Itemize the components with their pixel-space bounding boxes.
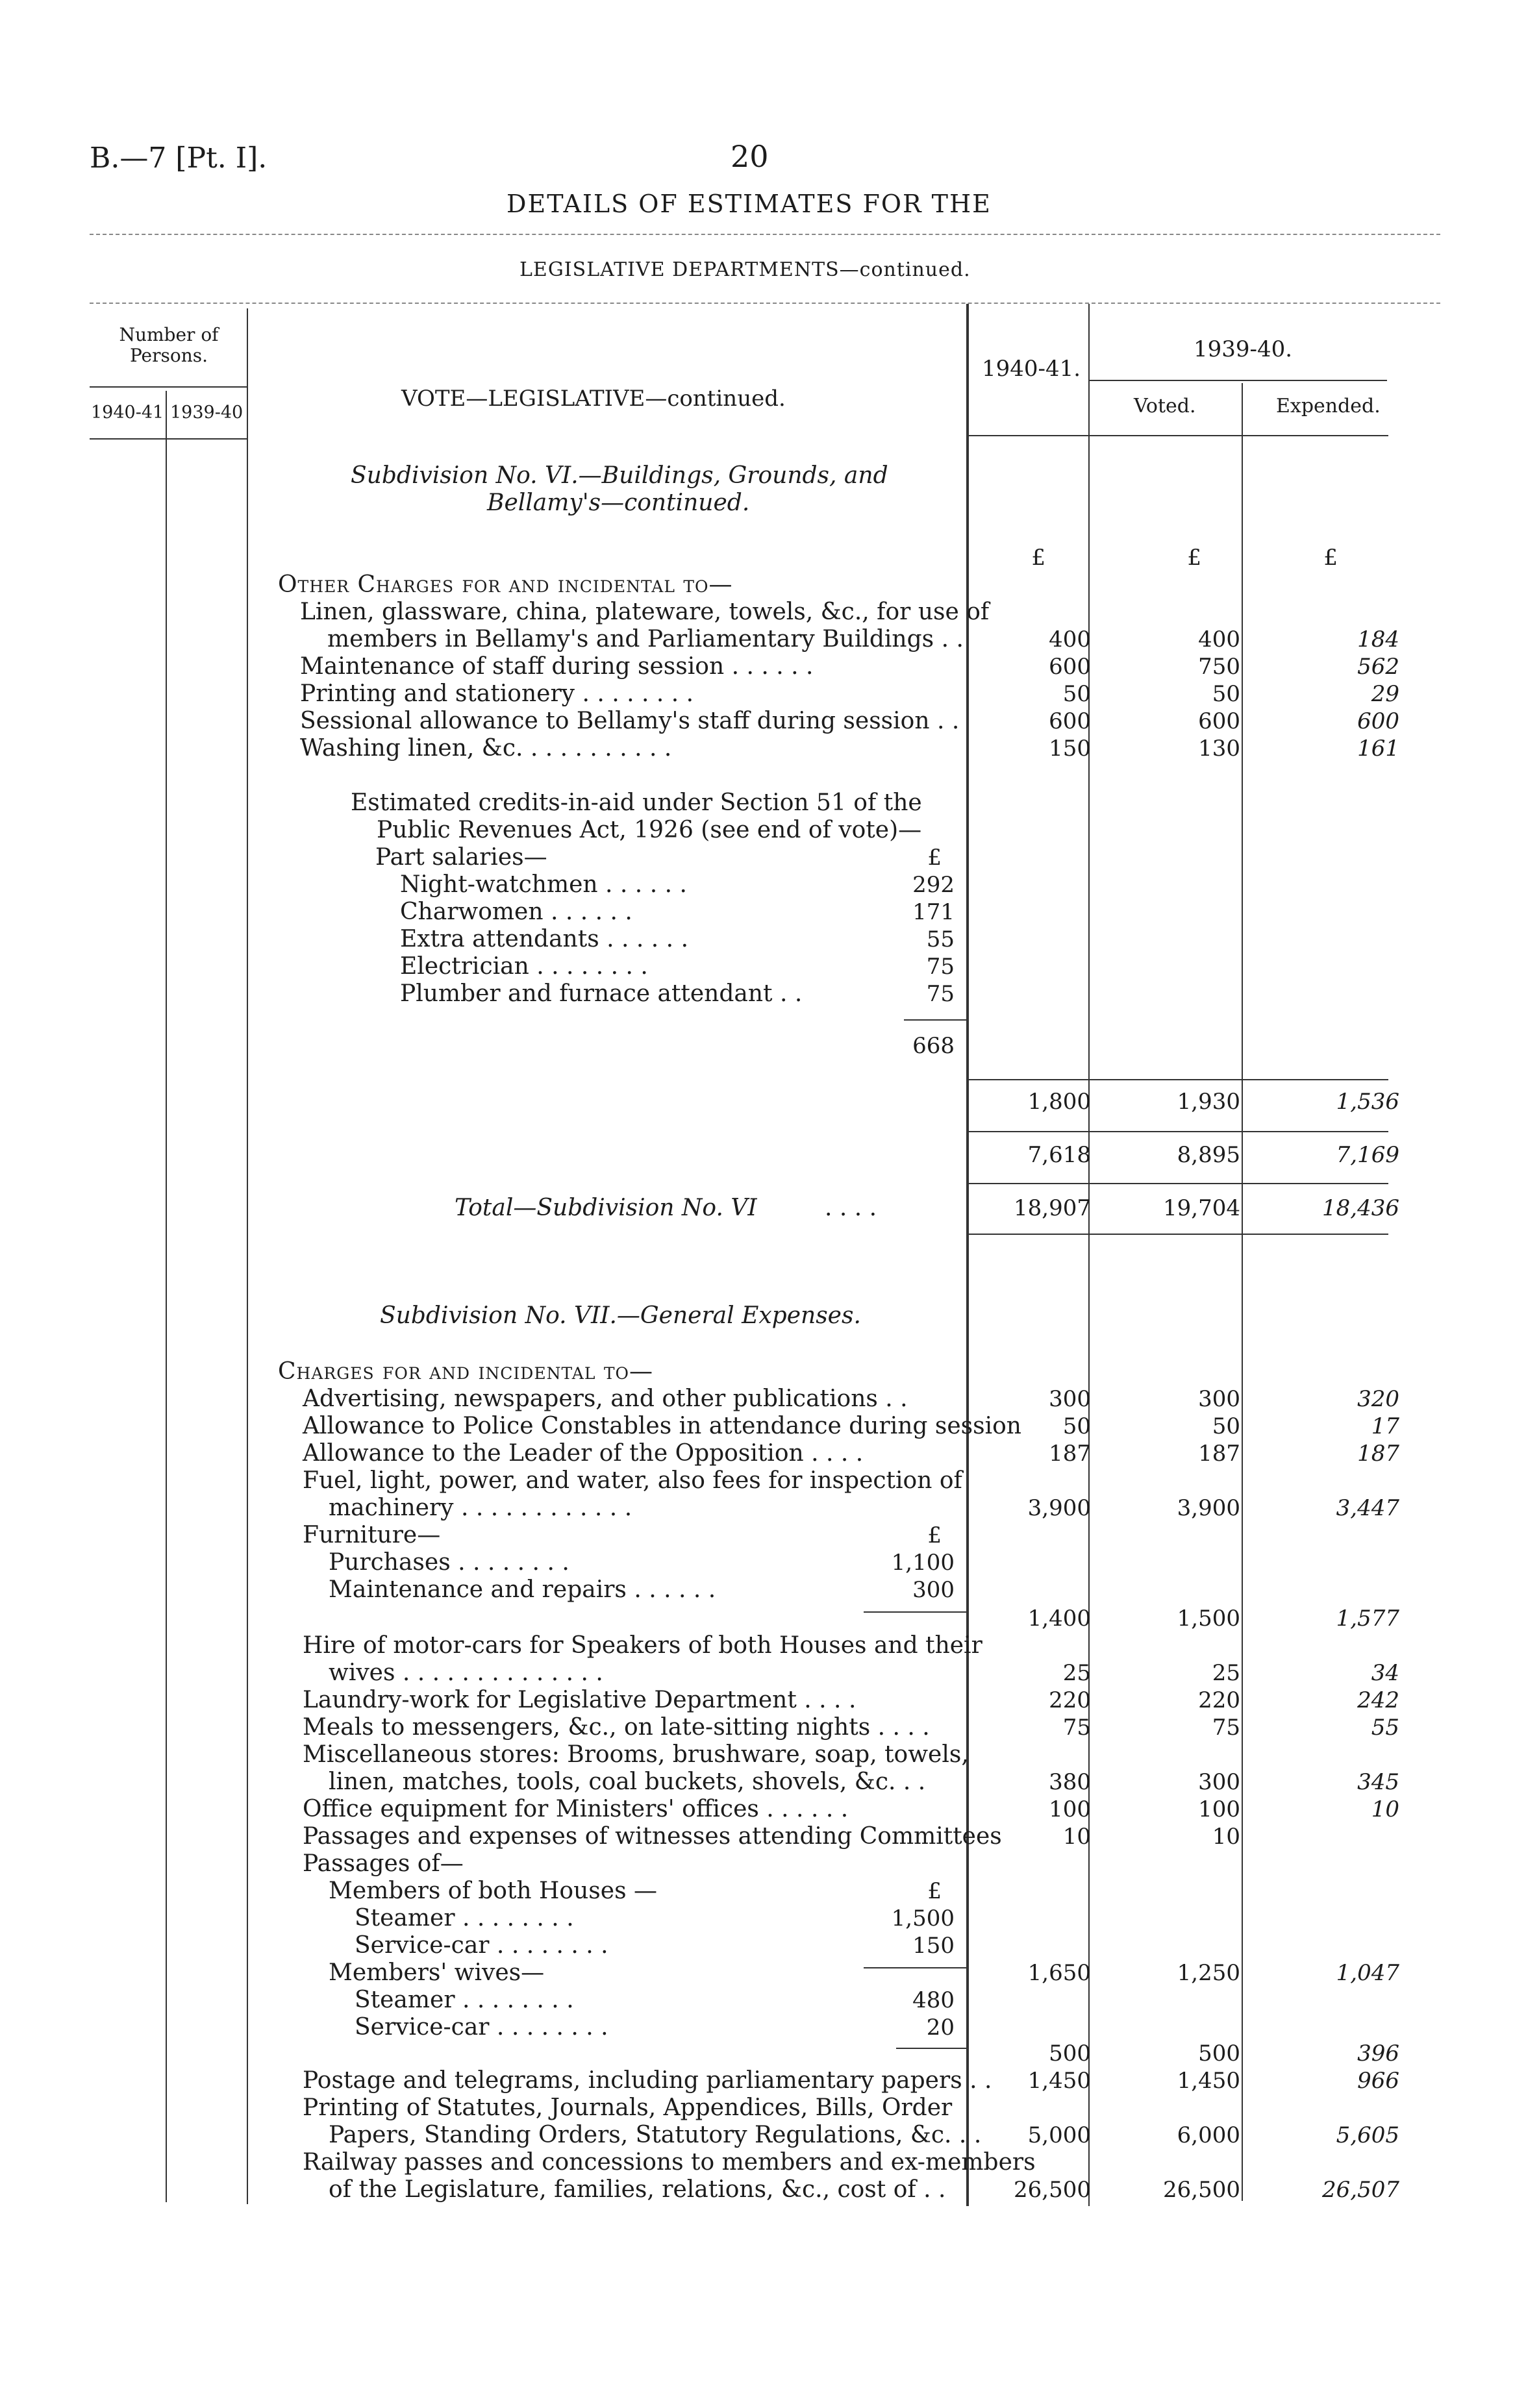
police-voted: 50 xyxy=(1212,1413,1240,1439)
printing-statutes-voted: 6,000 xyxy=(1177,2122,1240,2148)
postage-expended: 966 xyxy=(1357,2068,1399,2094)
members-steamer-value: 1,500 xyxy=(891,1905,955,1931)
vote-title: VOTE—LEGISLATIVE—continued. xyxy=(401,386,786,412)
subtotal2-1940: 7,618 xyxy=(1027,1142,1091,1168)
sessional-1940: 600 xyxy=(1049,708,1091,734)
item-passages-of: Passages of— xyxy=(303,1850,464,1877)
item-witnesses: Passages and expenses of witnesses attending Committees xyxy=(303,1823,1002,1850)
subtotal-voted: 1,930 xyxy=(1177,1089,1240,1115)
members-service-car: Service-car . . . . . . . . xyxy=(355,1932,608,1959)
persons-1939-header: 1939-40 xyxy=(170,403,244,423)
item-opposition: Allowance to the Leader of the Opposition . . . . xyxy=(303,1440,864,1467)
credit-charwomen-value: 171 xyxy=(912,899,955,925)
item-printing-statutes-line2: Papers, Standing Orders, Statutory Regulations, &c. . . xyxy=(329,2122,982,2148)
members-voted: 1,250 xyxy=(1177,1960,1240,1986)
hire-1940: 25 xyxy=(1062,1660,1091,1686)
meals-1940: 75 xyxy=(1062,1715,1091,1741)
credit-charwomen: Charwomen . . . . . . xyxy=(400,899,632,925)
printing-voted: 50 xyxy=(1212,681,1240,707)
total-sub6-1940: 18,907 xyxy=(1014,1195,1091,1221)
wives-1940: 500 xyxy=(1049,2041,1091,2067)
wives-rule xyxy=(896,2048,966,2049)
fuel-1940: 3,900 xyxy=(1027,1495,1091,1521)
credits-total: 668 xyxy=(912,1033,955,1059)
printing-expended: 29 xyxy=(1371,681,1399,707)
persons-right-rule xyxy=(247,308,248,2204)
police-1940: 50 xyxy=(1062,1413,1091,1439)
total-sub6-label: Total—Subdivision No. VI xyxy=(455,1195,757,1221)
maintenance-voted: 750 xyxy=(1198,654,1240,680)
credit-extra-attendants-value: 55 xyxy=(926,926,955,952)
maintenance-1940: 600 xyxy=(1049,654,1091,680)
credits-line1: Estimated credits-in-aid under Section 51 of the xyxy=(351,789,922,816)
item-printing-statutes-line1: Printing of Statutes, Journals, Appendices, Bills, Order xyxy=(303,2094,953,2121)
page-number: 20 xyxy=(731,139,769,174)
page-title: DETAILS OF ESTIMATES FOR THE xyxy=(507,190,992,218)
header-rule xyxy=(90,234,1440,235)
total-top-rule xyxy=(966,1183,1388,1184)
laundry-1940: 220 xyxy=(1049,1687,1091,1713)
credit-plumber-value: 75 xyxy=(926,981,955,1007)
item-railway-line2: of the Legislature, families, relations, &c., cost of . . xyxy=(329,2176,946,2203)
voted-header: Voted. xyxy=(1134,395,1196,417)
office-expended: 10 xyxy=(1371,1796,1399,1822)
persons-1940-header: 1940-41 xyxy=(91,403,164,423)
credit-extra-attendants: Extra attendants . . . . . . xyxy=(400,926,689,952)
linen-expended: 184 xyxy=(1357,627,1399,652)
opposition-voted: 187 xyxy=(1198,1441,1240,1467)
members-expended: 1,047 xyxy=(1336,1960,1399,1986)
sub7-heading: Subdivision No. VII.—General Expenses. xyxy=(380,1302,861,1329)
railway-expended: 26,507 xyxy=(1322,2177,1399,2203)
postage-voted: 1,450 xyxy=(1177,2068,1240,2094)
credit-night-watchmen: Night-watchmen . . . . . . xyxy=(400,871,687,898)
subtotal-expended: 1,536 xyxy=(1336,1089,1399,1115)
col1940-right-rule xyxy=(1088,304,1090,2206)
furniture-1940: 1,400 xyxy=(1027,1606,1091,1632)
meals-expended: 55 xyxy=(1371,1715,1399,1741)
furniture-rule xyxy=(864,1611,966,1613)
total-sub6-expended: 18,436 xyxy=(1322,1195,1399,1221)
credit-night-watchmen-value: 292 xyxy=(912,872,955,898)
postage-1940: 1,450 xyxy=(1027,2068,1091,2094)
advertising-expended: 320 xyxy=(1357,1386,1399,1412)
item-misc-line2: linen, matches, tools, coal buckets, shovels, &c. . . xyxy=(329,1769,926,1795)
subtotal2-top-rule xyxy=(966,1131,1388,1132)
printing-statutes-1940: 5,000 xyxy=(1027,2122,1091,2148)
subtotal-top-rule xyxy=(966,1079,1388,1080)
wives-service-car: Service-car . . . . . . . . xyxy=(355,2014,608,2041)
values-header-rule xyxy=(966,435,1388,436)
credits-total-rule xyxy=(904,1019,966,1021)
wives-steamer-value: 480 xyxy=(912,1987,955,2013)
fuel-voted: 3,900 xyxy=(1177,1495,1240,1521)
item-office: Office equipment for Ministers' offices . . . . . . xyxy=(303,1796,849,1822)
pound-sign-1940: £ xyxy=(1031,545,1045,571)
furniture-pound: £ xyxy=(927,1522,942,1548)
credits-line2: Public Revenues Act, 1926 (see end of vote)— xyxy=(377,817,922,843)
advertising-voted: 300 xyxy=(1198,1386,1240,1412)
laundry-expended: 242 xyxy=(1357,1687,1399,1713)
item-police: Allowance to Police Constables in attendance during session xyxy=(303,1413,1021,1439)
item-misc-line1: Miscellaneous stores: Brooms, brushware, soap, towels, xyxy=(303,1741,969,1768)
linen-voted: 400 xyxy=(1198,627,1240,652)
sessional-expended: 600 xyxy=(1357,708,1399,734)
pound-sign-expended: £ xyxy=(1323,545,1338,571)
furniture-voted: 1,500 xyxy=(1177,1606,1240,1632)
item-advertising: Advertising, newspapers, and other publications . . xyxy=(303,1385,908,1412)
pound-sign-voted: £ xyxy=(1187,545,1201,571)
furniture-maintenance: Maintenance and repairs . . . . . . xyxy=(329,1576,716,1603)
printing-1940: 50 xyxy=(1062,681,1091,707)
total-sub6-dots: . . . . xyxy=(825,1195,877,1221)
witnesses-1940: 10 xyxy=(1062,1824,1091,1850)
hire-expended: 34 xyxy=(1371,1660,1399,1686)
year1939-under-rule xyxy=(1088,380,1387,381)
police-expended: 17 xyxy=(1371,1413,1399,1439)
sub6-heading-line2: Bellamy's—continued. xyxy=(487,490,750,516)
wives-expended: 396 xyxy=(1357,2041,1399,2067)
credit-electrician-value: 75 xyxy=(926,954,955,980)
item-linen-line2: members in Bellamy's and Parliamentary Buildings . . xyxy=(327,626,964,652)
persons-header-rule xyxy=(90,386,248,388)
item-fuel-line1: Fuel, light, power, and water, also fees for inspection of xyxy=(303,1467,962,1494)
persons-sub-rule xyxy=(90,438,248,440)
wives-heading: Members' wives— xyxy=(329,1959,545,1986)
members-pound: £ xyxy=(927,1878,942,1904)
item-furniture: Furniture— xyxy=(303,1522,441,1548)
item-linen-line1: Linen, glassware, china, plateware, towels, &c., for use of xyxy=(300,599,990,625)
furniture-expended: 1,577 xyxy=(1336,1606,1399,1632)
subtotal-1940: 1,800 xyxy=(1027,1089,1091,1115)
furniture-maintenance-value: 300 xyxy=(912,1577,955,1603)
sub6-heading-line1: Subdivision No. VI.—Buildings, Grounds, and xyxy=(351,462,888,489)
charges-heading: Charges for and incidental to— xyxy=(278,1358,654,1385)
members-service-car-value: 150 xyxy=(912,1933,955,1959)
item-printing: Printing and stationery . . . . . . . . xyxy=(300,680,694,707)
laundry-voted: 220 xyxy=(1198,1687,1240,1713)
subtitle-rule xyxy=(90,303,1440,304)
other-charges-heading: Other Charges for and incidental to— xyxy=(278,571,733,598)
item-maintenance: Maintenance of staff during session . . . . . . xyxy=(300,653,814,680)
washing-voted: 130 xyxy=(1198,736,1240,762)
misc-1940: 380 xyxy=(1049,1769,1091,1795)
wives-service-car-value: 20 xyxy=(926,2015,955,2041)
item-hire-line1: Hire of motor-cars for Speakers of both Houses and their xyxy=(303,1632,982,1659)
fuel-expended: 3,447 xyxy=(1336,1495,1399,1521)
opposition-1940: 187 xyxy=(1049,1441,1091,1467)
year-1939-header: 1939-40. xyxy=(1194,336,1293,362)
members-steamer: Steamer . . . . . . . . xyxy=(355,1905,574,1931)
members-rule xyxy=(864,1967,966,1968)
advertising-1940: 300 xyxy=(1049,1386,1091,1412)
office-voted: 100 xyxy=(1198,1796,1240,1822)
members-1940: 1,650 xyxy=(1027,1960,1091,1986)
railway-voted: 26,500 xyxy=(1163,2177,1240,2203)
washing-expended: 161 xyxy=(1357,736,1399,762)
year-1940-header: 1940-41. xyxy=(982,356,1081,382)
linen-1940: 400 xyxy=(1049,627,1091,652)
expended-header: Expended. xyxy=(1276,395,1381,417)
furniture-purchases: Purchases . . . . . . . . xyxy=(329,1549,569,1576)
railway-1940: 26,500 xyxy=(1014,2177,1091,2203)
misc-voted: 300 xyxy=(1198,1769,1240,1795)
meals-voted: 75 xyxy=(1212,1715,1240,1741)
page-subtitle: LEGISLATIVE DEPARTMENTS—continued. xyxy=(519,258,971,281)
credits-pound: £ xyxy=(927,845,942,871)
members-houses: Members of both Houses — xyxy=(329,1878,657,1904)
maintenance-expended: 562 xyxy=(1357,654,1399,680)
item-hire-line2: wives . . . . . . . . . . . . . . xyxy=(329,1659,603,1686)
voted-right-rule xyxy=(1242,383,1243,2201)
text-right-rule xyxy=(966,304,969,2206)
wives-voted: 500 xyxy=(1198,2041,1240,2067)
furniture-purchases-value: 1,100 xyxy=(891,1550,955,1576)
hire-voted: 25 xyxy=(1212,1660,1240,1686)
item-sessional: Sessional allowance to Bellamy's staff during session . . xyxy=(300,708,960,734)
document-reference: B.—7 [Pt. I]. xyxy=(90,142,268,175)
credit-plumber: Plumber and furnace attendant . . xyxy=(400,980,803,1007)
item-washing: Washing linen, &c. . . . . . . . . . . xyxy=(300,735,672,762)
total-bottom-rule xyxy=(966,1234,1388,1235)
persons-header: Number of Persons. xyxy=(119,324,219,366)
total-sub6-voted: 19,704 xyxy=(1163,1195,1240,1221)
opposition-expended: 187 xyxy=(1357,1441,1399,1467)
item-laundry: Laundry-work for Legislative Department . . . . xyxy=(303,1687,857,1713)
item-railway-line1: Railway passes and concessions to members and ex-members xyxy=(303,2149,1036,2176)
witnesses-voted: 10 xyxy=(1212,1824,1240,1850)
item-meals: Meals to messengers, &c., on late-sitting nights . . . . xyxy=(303,1714,930,1741)
office-1940: 100 xyxy=(1049,1796,1091,1822)
subtotal2-voted: 8,895 xyxy=(1177,1142,1240,1168)
credit-electrician: Electrician . . . . . . . . xyxy=(400,953,648,980)
subtotal2-expended: 7,169 xyxy=(1336,1142,1399,1168)
item-fuel-line2: machinery . . . . . . . . . . . . xyxy=(329,1495,632,1521)
persons-mid-rule xyxy=(166,391,167,2202)
item-postage: Postage and telegrams, including parliamentary papers . . xyxy=(303,2067,992,2094)
washing-1940: 150 xyxy=(1049,736,1091,762)
wives-steamer: Steamer . . . . . . . . xyxy=(355,1987,574,2013)
printing-statutes-expended: 5,605 xyxy=(1336,2122,1399,2148)
sessional-voted: 600 xyxy=(1198,708,1240,734)
part-salaries: Part salaries— xyxy=(375,844,547,871)
misc-expended: 345 xyxy=(1357,1769,1399,1795)
